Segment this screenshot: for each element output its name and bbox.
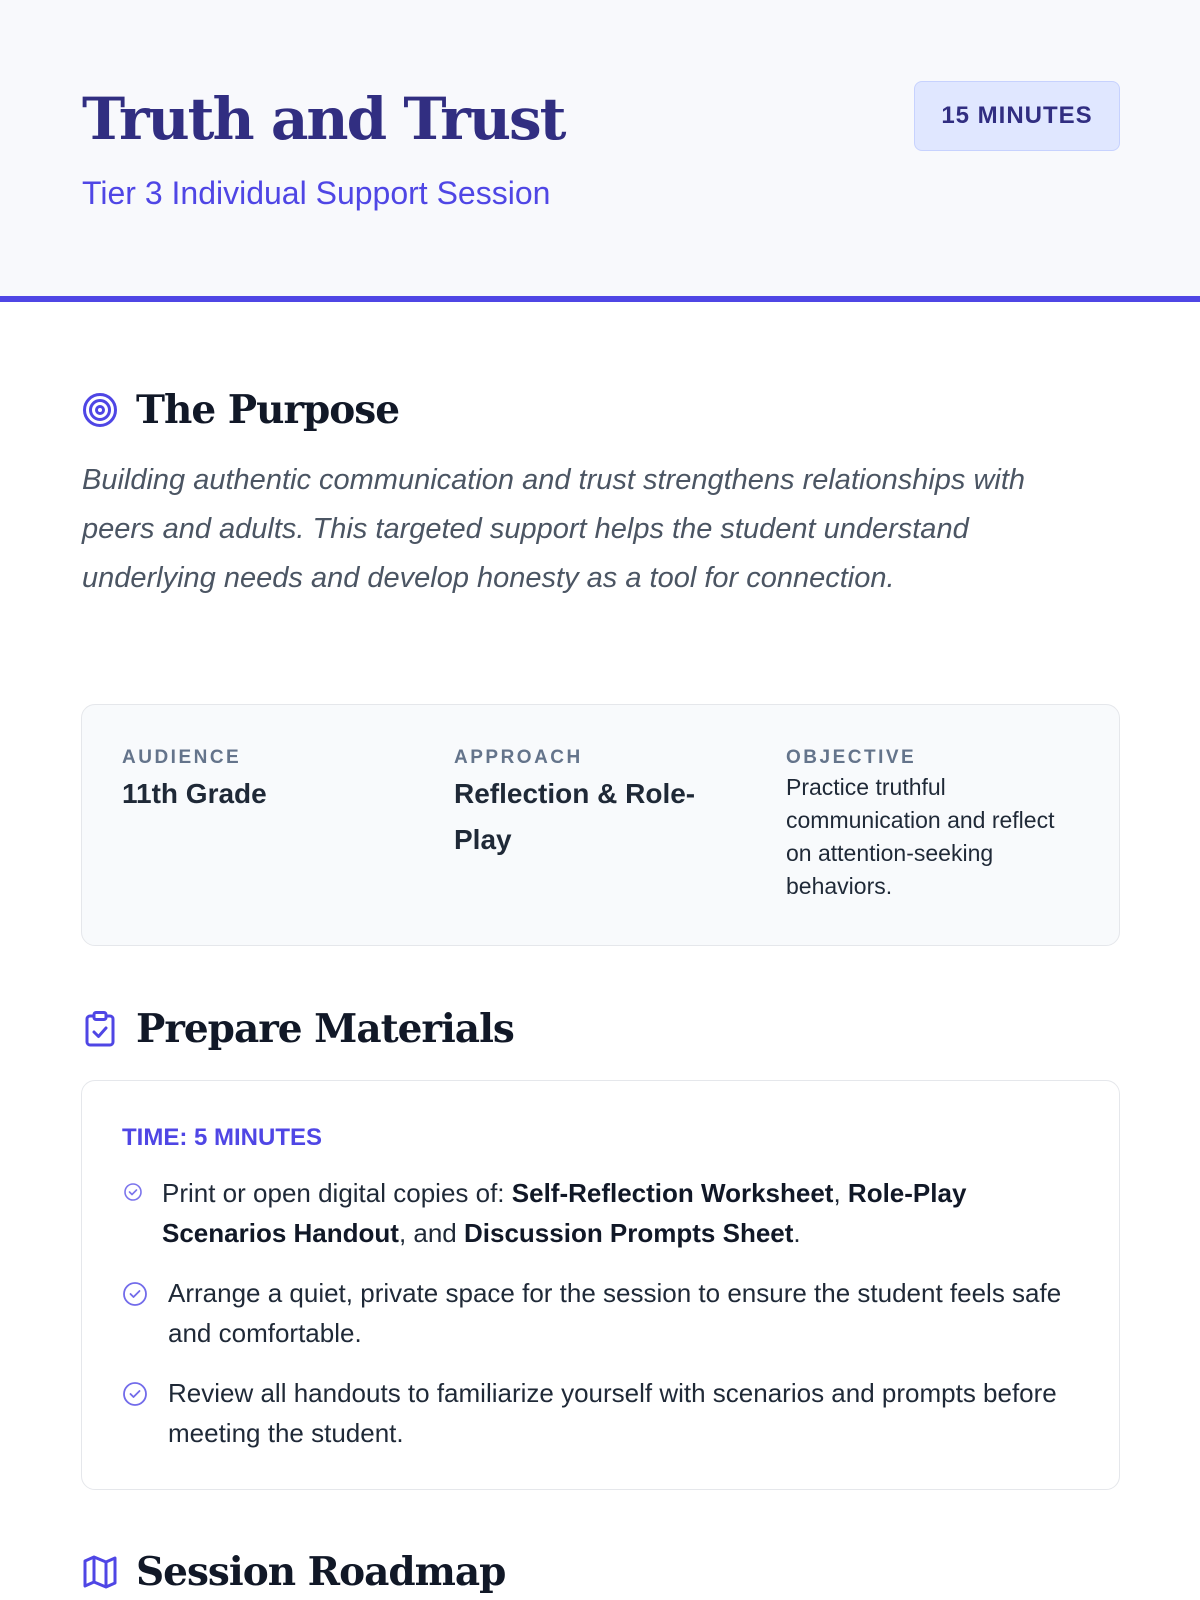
session-details-card xyxy=(81,704,1120,946)
materials-item-text: Print or open digital copies of: Self-Reflection Worksheet, Role-Play Scenarios Handout, and Discussion Prompts Sheet. xyxy=(162,1178,967,1248)
clipboard-check-icon xyxy=(82,1011,118,1047)
handout-name: Role-Play Scenarios Handout xyxy=(162,1178,967,1248)
list-item xyxy=(122,1273,1072,1353)
objective-value: Practice truthful communication and reflect on attention-seeking behaviors. xyxy=(786,774,1055,899)
page-subtitle: Tier 3 Individual Support Session xyxy=(82,175,551,211)
objective-field xyxy=(786,745,1076,903)
materials-item-text: Review all handouts to familiarize yourself with scenarios and prompts before meeting the student. xyxy=(168,1378,1057,1448)
objective-label: OBJECTIVE xyxy=(786,747,917,768)
materials-card xyxy=(81,1080,1120,1490)
roadmap-heading: Session Roadmap xyxy=(136,1549,506,1595)
check-circle-icon xyxy=(122,1381,148,1407)
purpose-section-heading xyxy=(82,384,399,436)
approach-field xyxy=(454,745,734,863)
materials-heading: Prepare Materials xyxy=(136,1006,514,1052)
list-item xyxy=(122,1173,1072,1253)
audience-value: 11th Grade xyxy=(122,778,267,809)
page-title: Truth and Trust xyxy=(82,85,565,153)
materials-time-label: TIME: 5 MINUTES xyxy=(122,1124,323,1151)
page-header xyxy=(0,0,1200,302)
roadmap-section-heading xyxy=(82,1546,505,1598)
map-icon xyxy=(82,1554,118,1590)
audience-field xyxy=(122,745,422,817)
worksheet-name: Self-Reflection Worksheet xyxy=(511,1178,834,1208)
check-circle-icon xyxy=(122,1181,144,1203)
target-icon xyxy=(82,392,118,428)
materials-item-text: Arrange a quiet, private space for the session to ensure the student feels safe and comfortable. xyxy=(168,1278,1062,1348)
check-circle-icon xyxy=(122,1281,148,1307)
purpose-description: Building authentic communication and trust strengthens relationships with peers and adults. This targeted support helps the student understand underlying needs and develop honesty as a tool for connection. xyxy=(82,464,1026,594)
approach-value: Reflection & Role-Play xyxy=(454,778,696,855)
duration-badge: 15 MINUTES xyxy=(914,81,1120,151)
materials-section-heading xyxy=(82,1003,514,1055)
audience-label: AUDIENCE xyxy=(122,747,242,768)
list-item xyxy=(122,1373,1072,1453)
purpose-heading: The Purpose xyxy=(136,387,400,433)
approach-label: APPROACH xyxy=(454,747,583,768)
prompts-sheet-name: Discussion Prompts Sheet xyxy=(464,1218,794,1248)
